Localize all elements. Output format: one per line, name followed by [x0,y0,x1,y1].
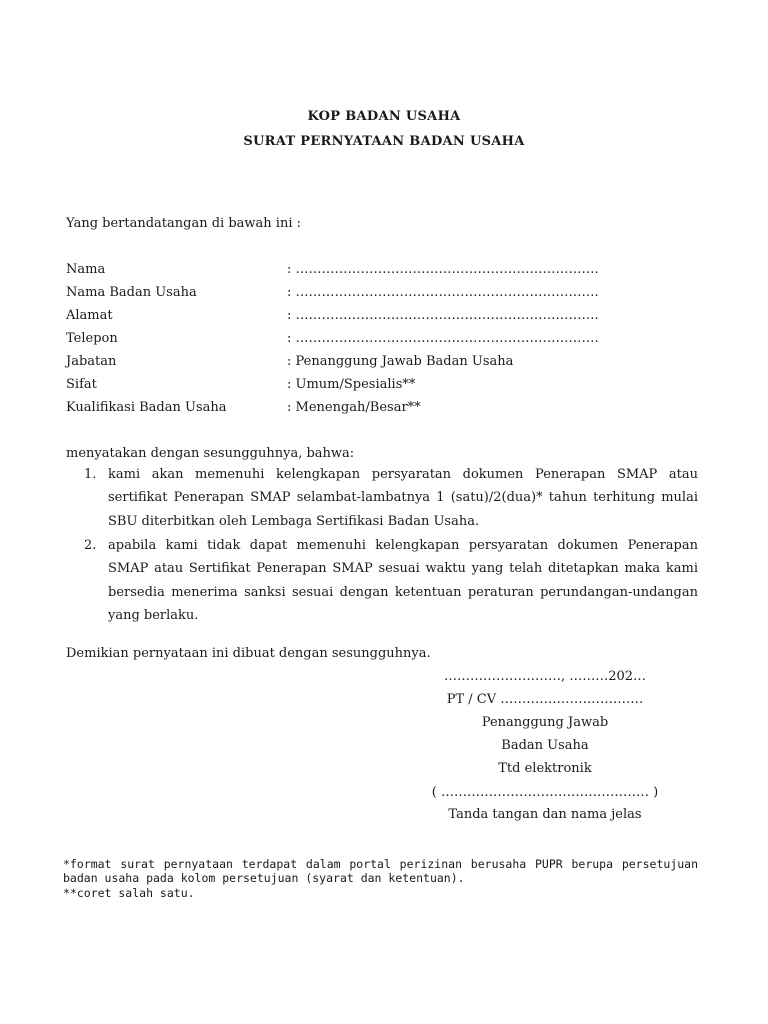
list-number: 1. [84,467,97,482]
declaration-text: menyatakan dengan sesungguhnya, bahwa: [66,446,355,461]
field-value-nama: : ……………………………………………………………. [287,262,599,277]
list-item [84,463,698,533]
field-value-nama-badan-usaha: : ……………………………………………………………. [287,285,599,300]
list-item [84,534,698,627]
company-name: PT / CV …………………………… [446,692,644,707]
field-label-sifat: Sifat [66,377,97,392]
signatory-role: Penanggung Jawab [481,715,609,730]
signature-caption: Tanda tangan dan nama jelas [448,807,642,822]
field-label-alamat: Alamat [66,308,113,323]
signatory-name: ( ………………………………………… ) [431,785,659,800]
document-title: SURAT PERNYATAAN BADAN USAHA [243,134,525,149]
list-text: apabila kami tidak dapat memenuhi kelengkapan persyaratan dokumen Penerapan SMAP atau Sertifikat Penerapan SMAP sesuai waktu yang telah ditetapkan maka kami bersedia menerima sanksi sesuai dengan ketentuan peraturan perundangan-undangan yang berlaku. [108,538,698,623]
closing-text: Demikian pernyataan ini dibuat dengan sesungguhnya. [66,646,431,661]
field-value-sifat: : Umum/Spesialis** [287,377,416,392]
place-date: ………………………, ………202… [443,669,647,684]
electronic-signature: Ttd elektronik [498,761,592,776]
intro-text: Yang bertandatangan di bawah ini : [66,216,301,231]
field-label-telepon: Telepon [66,331,118,346]
field-label-nama: Nama [66,262,106,277]
footnote: **coret salah satu. [63,886,195,900]
field-value-kualifikasi: : Menengah/Besar** [287,400,421,415]
field-value-alamat: : ……………………………………………………………. [287,308,599,323]
footnote: *format surat pernyataan terdapat dalam portal perizinan berusaha PUPR berupa persetujuan badan usaha pada kolom persetujuan (syarat dan ketentuan). [63,857,698,885]
field-label-kualifikasi: Kualifikasi Badan Usaha [66,400,227,415]
signatory-role-line2: Badan Usaha [501,738,589,753]
field-value-telepon: : ……………………………………………………………. [287,331,599,346]
field-label-nama-badan-usaha: Nama Badan Usaha [66,285,197,300]
field-label-jabatan: Jabatan [66,354,117,369]
field-value-jabatan: : Penanggung Jawab Badan Usaha [287,354,514,369]
list-text: kami akan memenuhi kelengkapan persyaratan dokumen Penerapan SMAP atau sertifikat Penerapan SMAP selambat-lambatnya 1 (satu)/2(dua)* tahun terhitung mulai SBU diterbitkan oleh Lembaga Sertifikasi Badan Usaha. [108,467,698,529]
letterhead-placeholder: KOP BADAN USAHA [307,109,461,124]
list-number: 2. [84,538,97,553]
